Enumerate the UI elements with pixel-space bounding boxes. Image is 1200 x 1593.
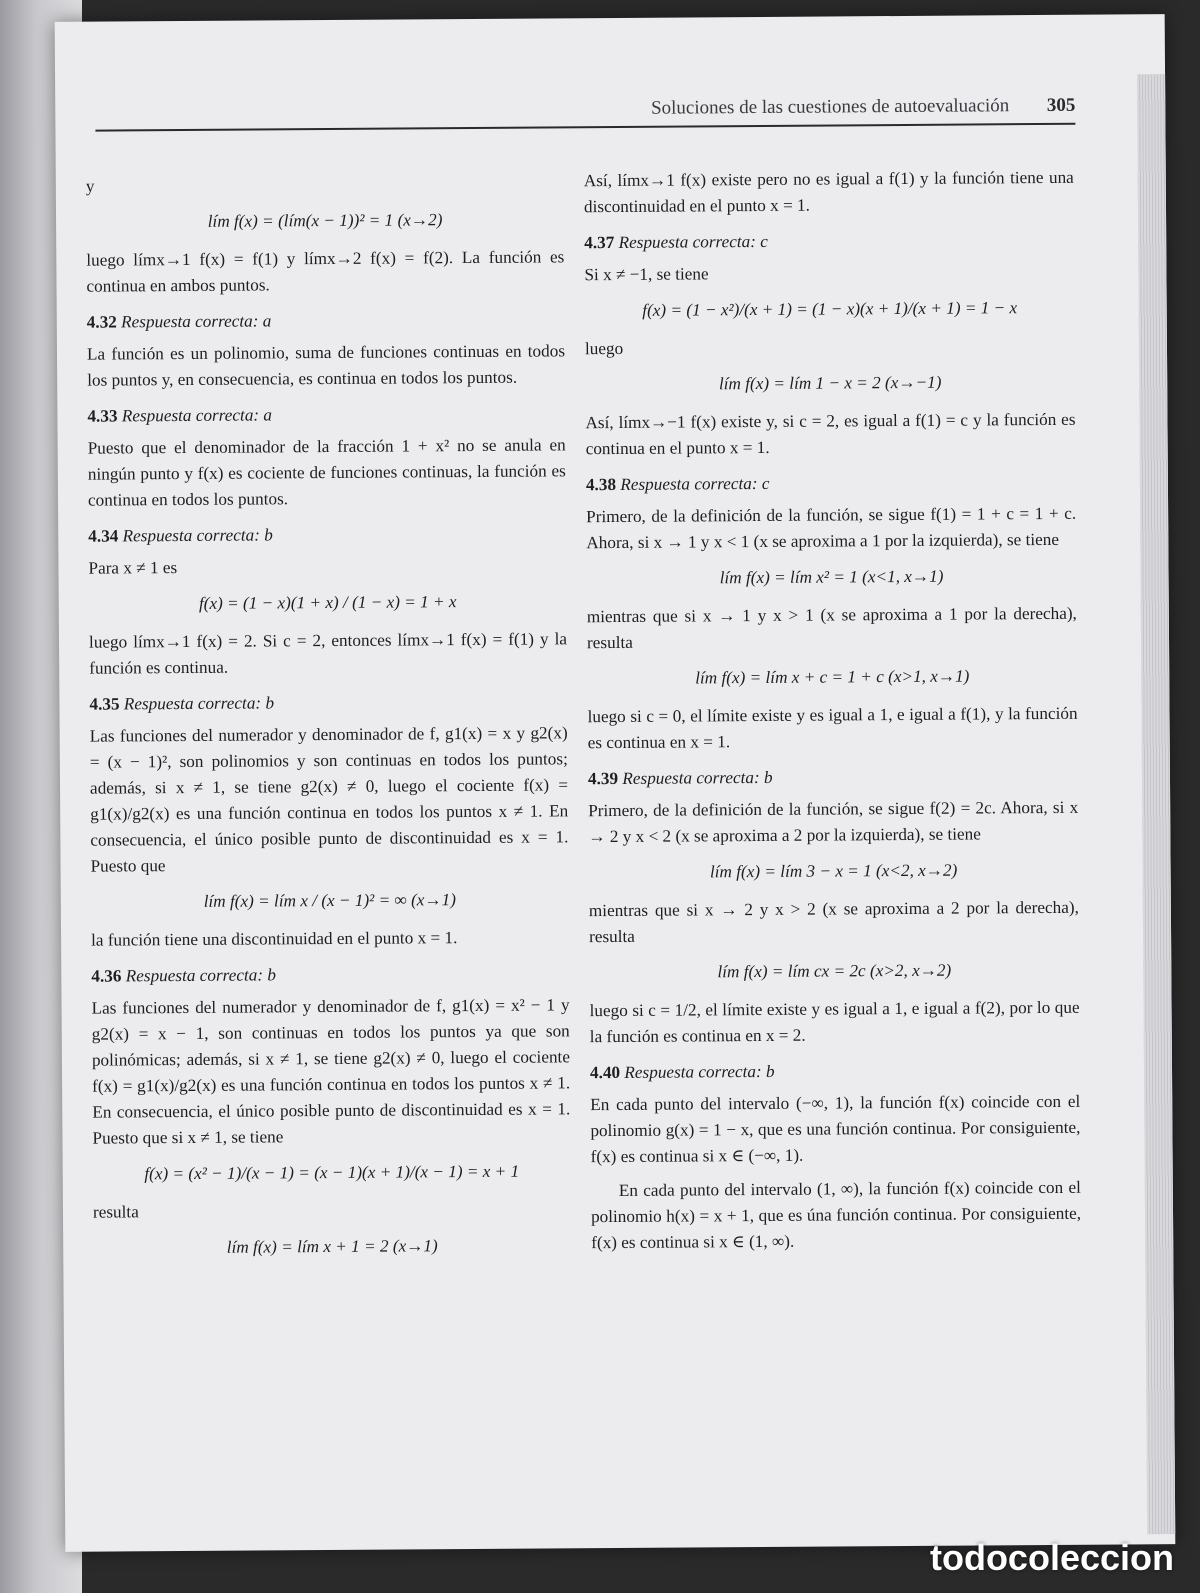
running-header [95, 83, 1075, 132]
equation: lím f(x) = lím x / (x − 1)² = ∞ (x→1) [203, 890, 456, 911]
solution-heading-4-35 [89, 688, 567, 717]
heading-label: Respuesta correcta: c [620, 473, 770, 494]
equation: lím f(x) = lím x² = 1 (x<1, x→1) [719, 566, 944, 588]
solution-heading-4-33 [87, 400, 565, 429]
paragraph: Así, límx→1 f(x) existe pero no es igual a f(1) y la función tiene una discontinuidad en el punto x = 1. [583, 167, 1074, 217]
paragraph: Para x ≠ 1 es [88, 558, 178, 578]
page-number: 305 [1046, 94, 1076, 116]
heading-number: 4.39 [587, 768, 619, 789]
heading-number: 4.40 [589, 1062, 621, 1083]
solution-heading-4-36 [91, 960, 569, 989]
solution-heading-4-37 [584, 227, 1074, 256]
solution-heading-4-39 [588, 763, 1078, 792]
solution-heading-4-34 [88, 520, 566, 549]
watermark-logo: todocoleccion [929, 1537, 1174, 1578]
paragraph: mientras que si x → 2 y x > 2 (x se aproxima a 2 por la derecha), resulta [588, 897, 1079, 947]
page-stack-edge [1137, 74, 1175, 1534]
paragraph: luego [584, 338, 624, 359]
text-label: y [85, 176, 95, 196]
equation: f(x) = (1 − x²)/(x + 1) = (1 − x)(x + 1)/(x + 1) = 1 − x [642, 298, 1018, 320]
heading-number: 4.35 [89, 694, 120, 714]
paragraph: resulta [92, 1202, 139, 1222]
heading-number: 4.32 [86, 312, 117, 332]
paragraph: En cada punto del intervalo (1, ∞), la función f(x) coincide con el polinomio h(x) = x + 1, que es úna función continua. Por consiguiente, f(x) es continua si x ∈ (1, ∞). [590, 1177, 1082, 1253]
heading-label: Respuesta correcta: b [123, 693, 275, 714]
heading-number: 4.34 [88, 526, 119, 546]
paragraph: luego si c = 1/2, el límite existe y es igual a 1, e igual a f(2), por lo que la función es continua en x = 2. [589, 997, 1080, 1047]
heading-label: Respuesta correcta: b [122, 525, 273, 546]
paragraph: la función tiene una discontinuidad en el punto x = 1. [91, 928, 458, 950]
right-column [584, 165, 1082, 1264]
solution-heading-4-38 [586, 469, 1076, 498]
equation: lím f(x) = (lím(x − 1))² = 1 (x→2) [207, 210, 443, 231]
paragraph: mientras que si x → 1 y x > 1 (x se aproxima a 1 por la derecha), resulta [586, 603, 1077, 653]
heading-label: Respuesta correcta: b [622, 767, 773, 788]
equation: lím f(x) = lím x + c = 1 + c (x>1, x→1) [695, 666, 970, 688]
equation: f(x) = (1 − x)(1 + x) / (1 − x) = 1 + x [198, 592, 457, 613]
heading-label: Respuesta correcta: b [125, 965, 276, 986]
book-page [55, 14, 1176, 1552]
paragraph: Primero, de la definición de la función, se sigue f(2) = 2c. Ahora, si x → 2 y x < 2 (x se aproxima a 2 por la izquierda), se tiene [588, 797, 1079, 847]
equation: lím f(x) = lím 3 − x = 1 (x<2, x→2) [709, 860, 958, 882]
left-column [86, 168, 572, 1273]
paragraph: En cada punto del intervalo (−∞, 1), la función f(x) coincide con el polinomio g(x) = 1 − x, que es una función continua. Por consiguiente, f(x) es continua si x ∈ (−∞, 1). [590, 1091, 1081, 1167]
equation: lím f(x) = lím x + 1 = 2 (x→1) [226, 1236, 438, 1257]
equation: lím f(x) = lím 1 − x = 2 (x→−1) [718, 372, 942, 394]
paragraph: luego límx→1 f(x) = f(1) y límx→2 f(x) = f(2). La función es continua en ambos puntos. [86, 247, 565, 296]
paragraph: La función es un polinomio, suma de funciones continuas en todos los puntos y, en consecuencia, es continua en todos los puntos. [86, 341, 566, 390]
solution-heading-4-40 [590, 1057, 1080, 1086]
heading-number: 4.36 [91, 966, 122, 986]
paragraph: Así, límx→−1 f(x) existe y, si c = 2, es igual a f(1) = c y la función es continua en el punto x = 1. [585, 409, 1076, 459]
heading-label: Respuesta correcta: c [618, 231, 768, 252]
paragraph: Las funciones del numerador y denominador de f, g1(x) = x² − 1 y g2(x) = x − 1, son continuas en todos los puntos ya que son polinómicas; además, si x ≠ 1, se tiene g2(x) ≠ 0, luego el cociente f(x) = g1(x)/g2(x) es una función continua en todos los puntos x ≠ 1. En consecuencia, el único posible punto de discontinuidad es x = 1. Puesto que si x ≠ 1, se tiene [91, 995, 571, 1148]
heading-number: 4.33 [87, 406, 118, 426]
equation: lím f(x) = lím cx = 2c (x>2, x→2) [717, 960, 952, 982]
heading-label: Respuesta correcta: a [121, 311, 272, 332]
heading-number: 4.38 [585, 474, 617, 495]
heading-label: Respuesta correcta: b [624, 1061, 775, 1082]
header-title: Soluciones de las cuestiones de autoevaluación [650, 95, 1010, 119]
paragraph: Las funciones del numerador y denominador de f, g1(x) = x y g2(x) = (x − 1)², son polinomios y son continuas en todos los puntos; además, si x ≠ 1, se tiene g2(x) ≠ 0, luego el cociente f(x) = g1(x)/g2(x) es una función continua en todos los puntos x ≠ 1. En consecuencia, el único posible punto de discontinuidad es x = 1. Puesto que [89, 723, 569, 876]
paragraph: Si x ≠ −1, se tiene [584, 264, 709, 285]
heading-number: 4.37 [584, 232, 615, 253]
paragraph: luego límx→1 f(x) = 2. Si c = 2, entonces límx→1 f(x) = f(1) y la función es continua. [88, 629, 568, 678]
solution-heading-4-32 [87, 306, 565, 335]
heading-label: Respuesta correcta: a [121, 405, 273, 426]
equation: f(x) = (x² − 1)/(x − 1) = (x − 1)(x + 1)/(x − 1) = x + 1 [144, 1161, 520, 1184]
paragraph: Puesto que el denominador de la fracción 1 + x² no se anula en ningún punto y f(x) es cociente de funciones continuas, la función es continua en todos los puntos. [87, 435, 566, 510]
paragraph: Primero, de la definición de la función, se sigue f(1) = 1 + c = 1 + c. Ahora, si x → 1 y x < 1 (x se aproxima a 1 por la izquierda), se tiene [586, 503, 1077, 553]
paragraph: luego si c = 0, el límite existe y es igual a 1, e igual a f(1), y la función es continua en x = 1. [587, 703, 1078, 753]
